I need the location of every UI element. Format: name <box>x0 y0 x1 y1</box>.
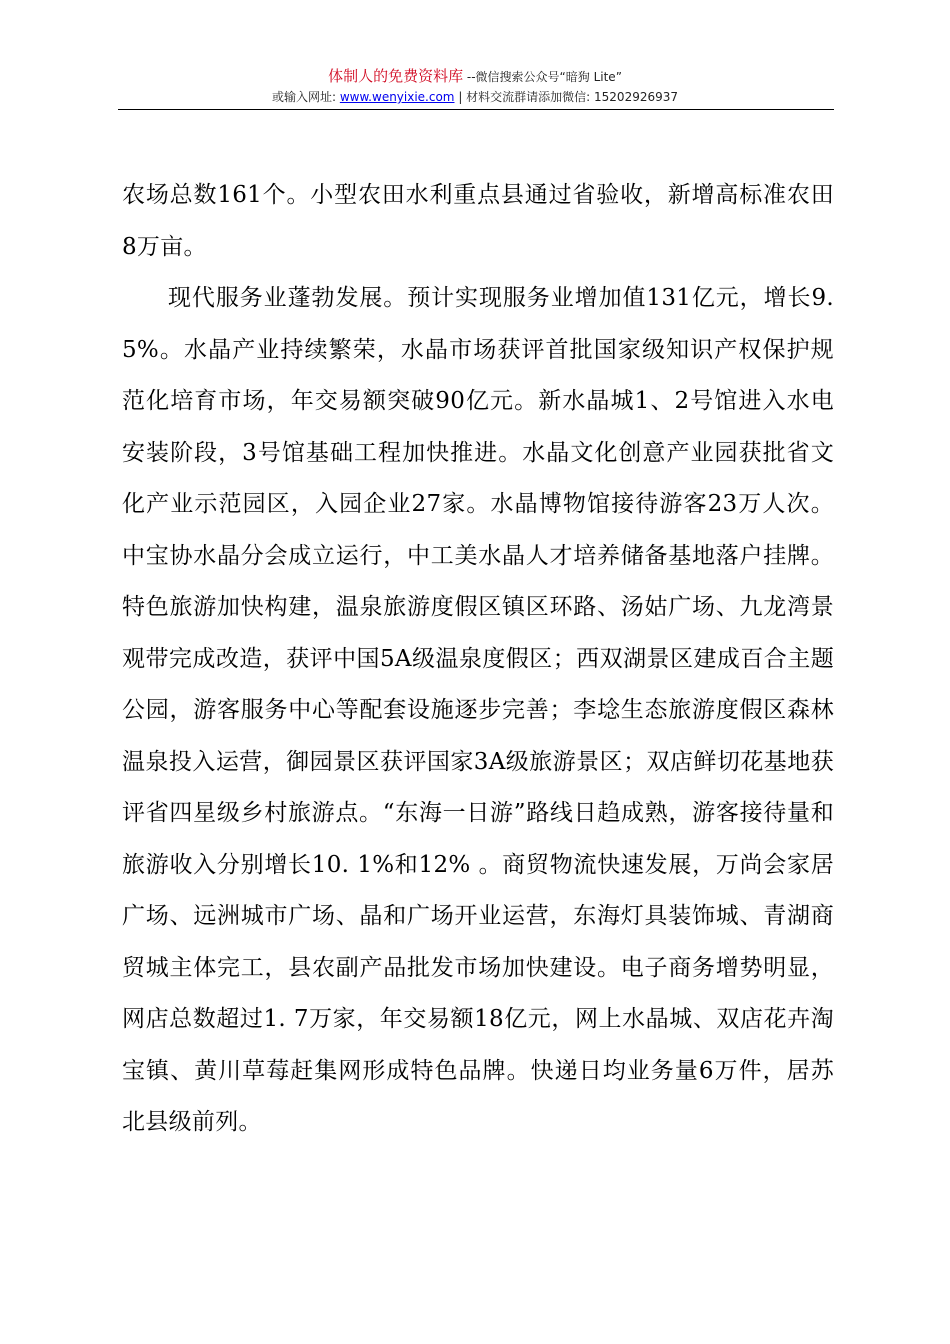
document-body <box>122 170 834 1149</box>
header-title-line <box>0 66 950 87</box>
body-paragraph: 现代服务业蓬勃发展。预计实现服务业增加值131亿元，增长9. 5%。水晶产业持续繁荣，水晶市场获评首批国家级知识产权保护规范化培育市场，年交易额突破90亿元。新水晶城1、2号馆进入水电安装阶段，3号馆基础工程加快推进。水晶文化创意产业园获批省文化产业示范园区，入园企业27家。水晶博物馆接待游客23万人次。中宝协水晶分会成立运行，中工美水晶人才培养储备基地落户挂牌。特色旅游加快构建，温泉旅游度假区镇区环路、汤姑广场、九龙湾景观带完成改造，获评中国5A级温泉度假区；西双湖景区建成百合主题公园，游客服务中心等配套设施逐步完善；李埝生态旅游度假区森林温泉投入运营，御园景区获评国家3A级旅游景区；双店鲜切花基地获评省四星级乡村旅游点。“东海一日游”路线日趋成熟，游客接待量和旅游收入分别增长10. 1%和12% 。商贸物流快速发展，万尚会家居广场、远洲城市广场、晶和广场开业运营，东海灯具装饰城、青湖商贸城主体完工，县农副产品批发市场加快建设。电子商务增势明显，网店总数超过1. 7万家，年交易额18亿元，网上水晶城、双店花卉淘宝镇、黄川草莓赶集网形成特色品牌。快递日均业务量6万件，居苏北县级前列。 <box>122 285 834 1135</box>
header-brand: 体制人的免费资料库 <box>328 67 464 85</box>
header-contact: | 材料交流群请添加微信: 15202926937 <box>454 90 679 104</box>
header-url-link[interactable]: www.wenyixie.com <box>339 90 455 104</box>
header-divider <box>118 109 834 110</box>
header-contact-line <box>0 89 950 105</box>
header-tagline: --微信搜索公众号“暗狗 Lite” <box>463 70 622 84</box>
page-header <box>0 66 950 105</box>
header-url-prefix: 或输入网址: <box>271 90 340 104</box>
body-paragraph: 农场总数161个。小型农田水利重点县通过省验收，新增高标准农田8万亩。 <box>122 182 834 260</box>
